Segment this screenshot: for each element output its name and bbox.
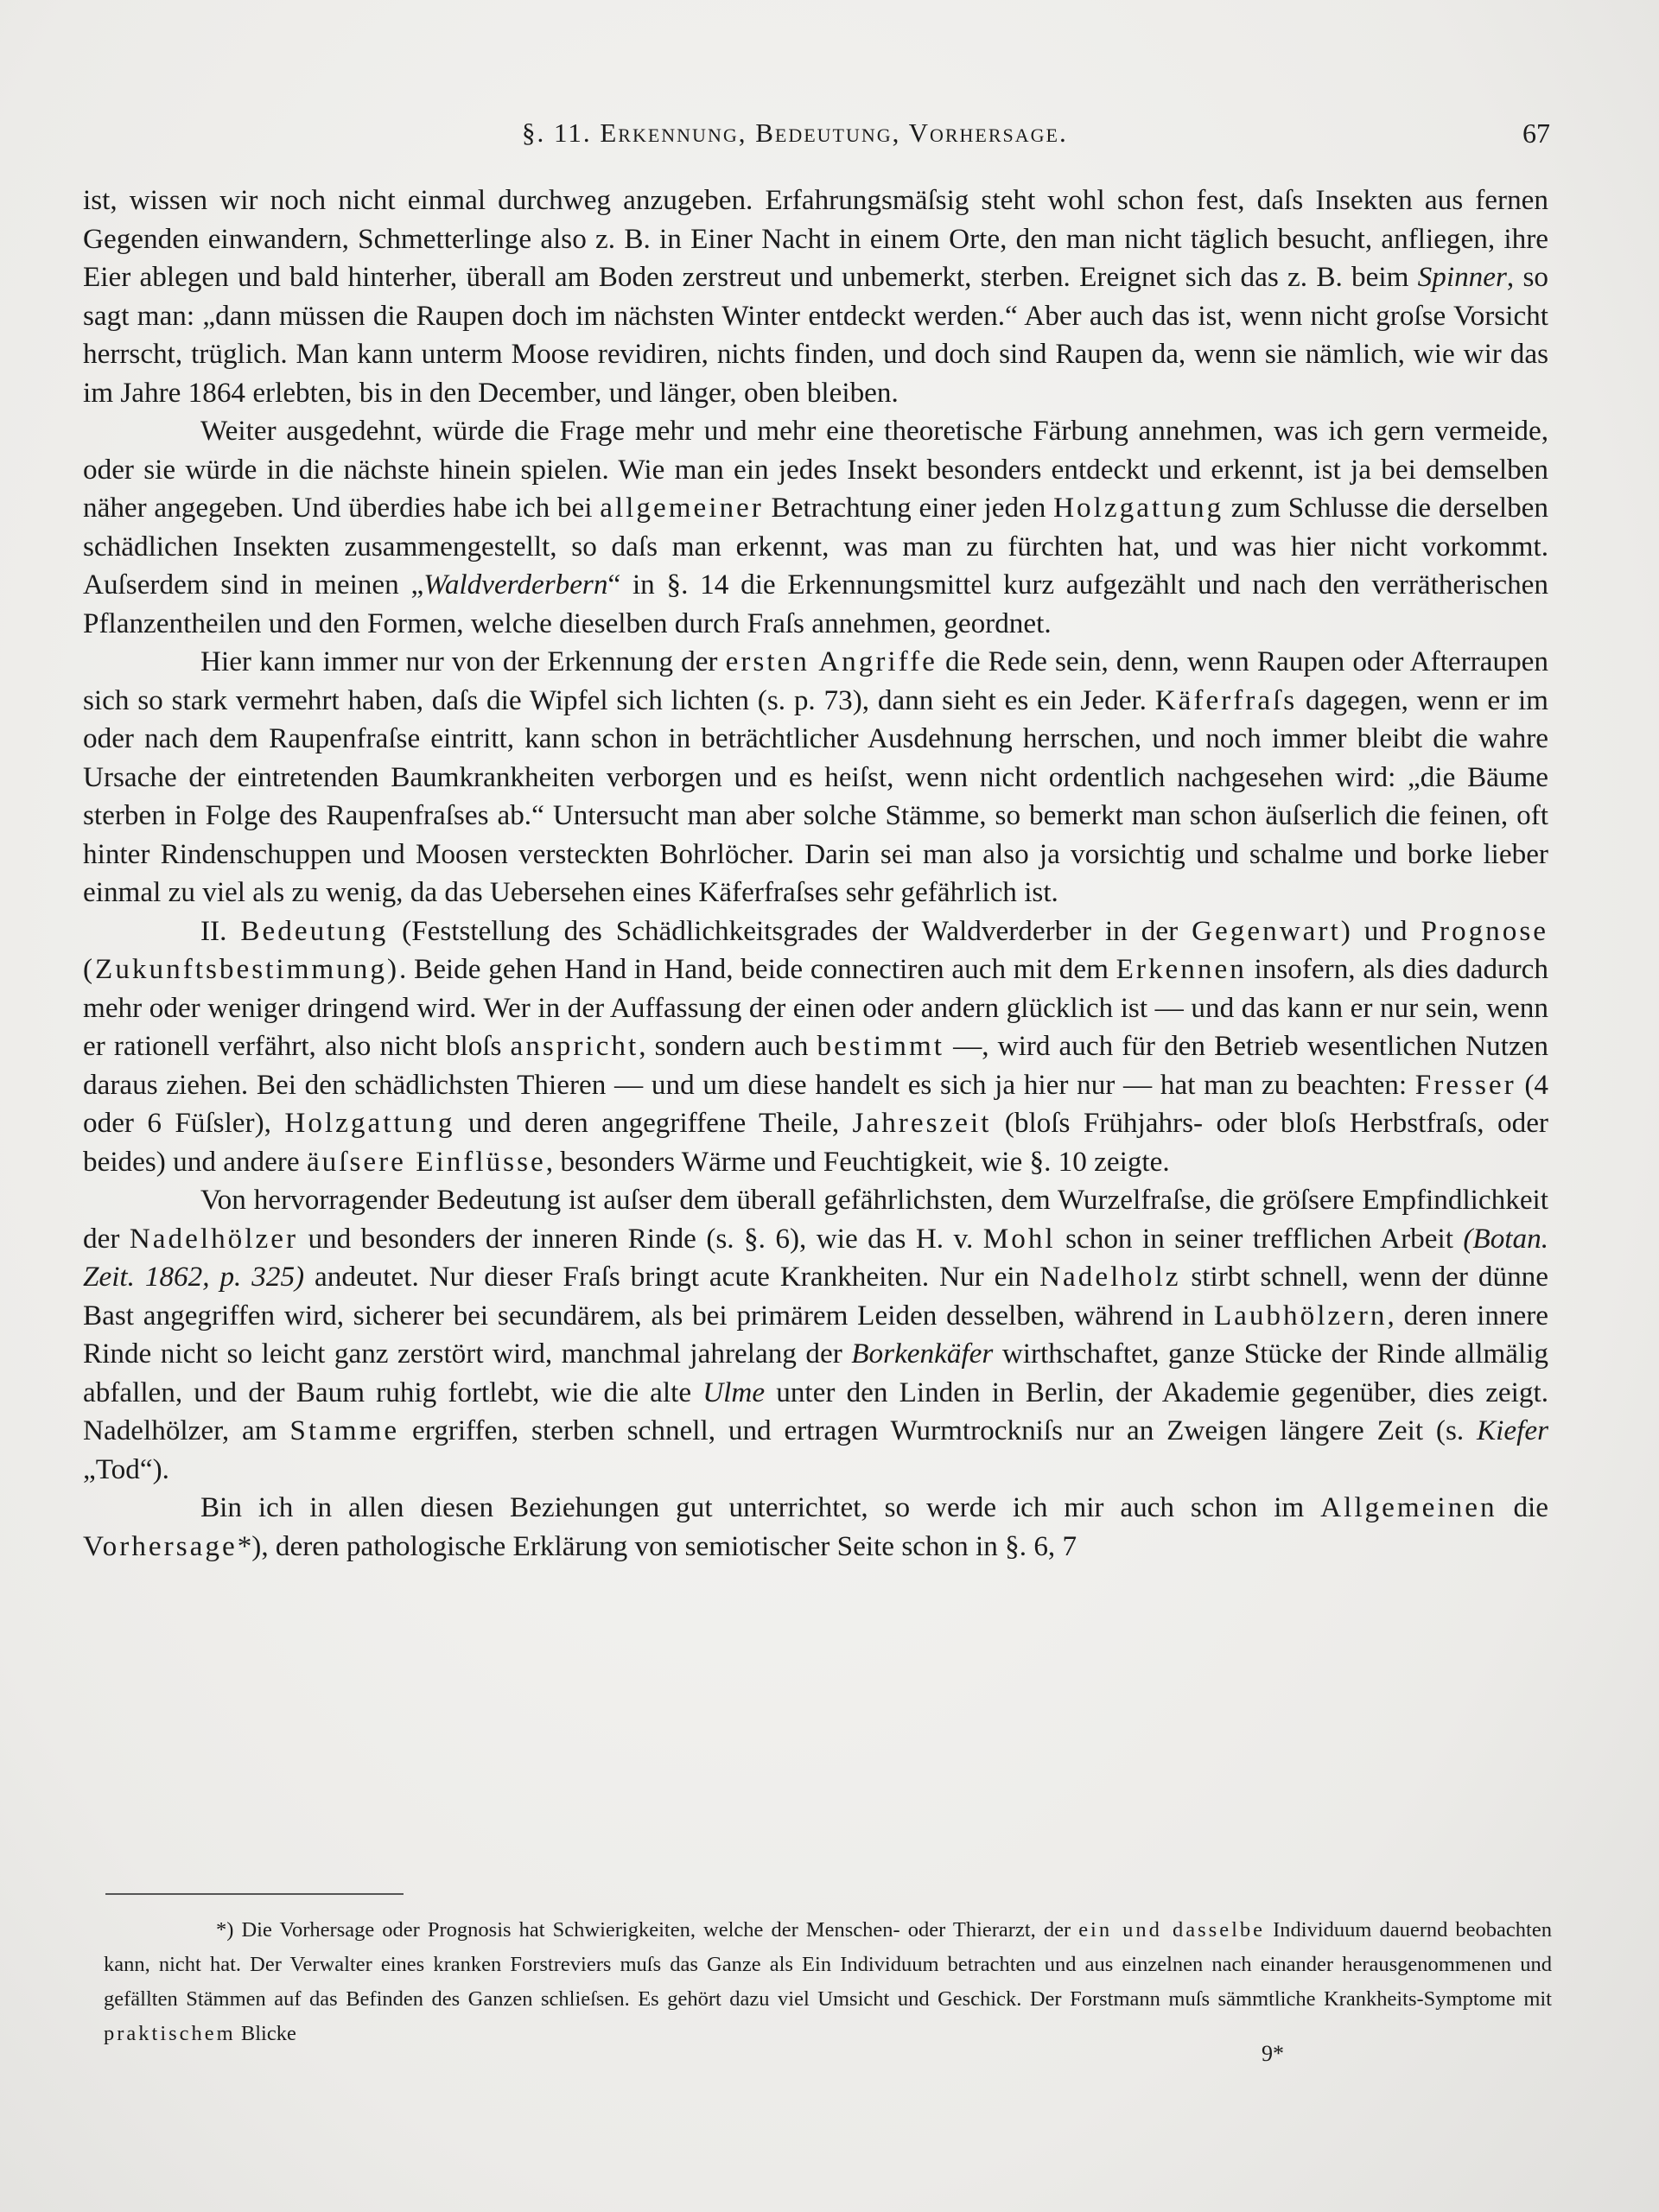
spaced-emphasis: Holzgattung: [284, 1107, 455, 1139]
spaced-emphasis: Jahreszeit: [852, 1107, 992, 1139]
spaced-emphasis: Fresser: [1414, 1068, 1516, 1101]
italic-text: Borkenkäfer: [851, 1338, 994, 1370]
paragraph: [83, 1489, 1548, 1566]
text-run: dagegen, wenn er im oder nach dem Raupenfraſse eintritt, kann schon in beträchtlicher Ausdehnung herrschen, und noch immer bleibt die wahre Ursache der eintretenden Baumkrankheiten verborgen und es heiſst, wenn nicht ordentlich nachgesehen wird: „die Bäume sterben in Folge des Raupenfraſses ab.“ Untersucht man aber solche Stämme, so bemerkt man schon äuſserlich die feinen, oft hinter Rindenschuppen und Moosen versteckten Bohrlöcher. Darin sei man also ja vorsichtig und schalme und borke lieber einmal zu viel als zu wenig, da das Uebersehen eines Käferfraſses sehr gefährlich ist.: [83, 683, 1548, 908]
paragraph: [83, 181, 1548, 412]
text-run: *) Die Vorhersage oder Prognosis hat Schwierigkeiten, welche der Menschen- oder Thierarzt, der: [216, 1918, 1079, 1942]
text-run: andeutet. Nur dieser Fraſs bringt acute Krankheiten. Nur ein: [304, 1261, 1040, 1293]
signature-mark: 9*: [1262, 2041, 1284, 2066]
italic-text: Ulme: [702, 1376, 766, 1408]
spaced-emphasis: Käferfraſs: [1154, 683, 1298, 716]
spaced-emphasis: Gegenwart: [1192, 914, 1341, 947]
italic-text: Kiefer: [1477, 1414, 1548, 1446]
text-run: und besonders der inneren Rinde (s. §. 6), wie das H. v.: [298, 1222, 983, 1255]
text-run: —, wird auch für den Betrieb wesentlichen Nutzen daraus ziehen. Bei den schädlichsten Thieren — und um diese handelt es sich ja hier nur — hat man zu beachten:: [83, 1030, 1548, 1101]
text-run: ist, wissen wir noch nicht einmal durchweg anzugeben. Erfahrungsmäſsig steht wohl schon fest, daſs Insekten aus fernen Gegenden einwandern, Schmetterlinge also z. B. in Einer Nacht in einem Orte, den man nicht täglich besucht, anfliegen, ihre Eier ablegen und bald hinterher, überall am Boden zerstreut und unbemerkt, sterben. Ereignet sich das z. B. beim: [83, 184, 1548, 293]
spaced-emphasis: Vorhersage: [83, 1529, 238, 1562]
text-run: „Tod“).: [83, 1452, 169, 1485]
text-run: (Feststellung des Schädlichkeitsgrades der Waldverderber in der: [388, 914, 1192, 947]
spaced-emphasis: Erkennen: [1116, 953, 1247, 985]
text-run: II.: [200, 914, 241, 947]
spaced-emphasis: praktischem: [104, 2022, 236, 2045]
spaced-emphasis: ersten Angriffe: [725, 645, 938, 677]
text-run: Blicke: [235, 2022, 296, 2045]
text-run: Betrachtung einer jeden: [763, 492, 1054, 524]
italic-text: Waldverderbern: [423, 569, 608, 601]
text-run: , so sagt man: „dann müssen die Raupen doch im nächsten Winter entdeckt werden.“ Aber auch das ist, wenn nicht groſse Vorsicht herrscht, trüglich. Man kann unterm Moose revidiren, nichts finden, und doch sind Raupen da, wenn sie nämlich, wie wir das im Jahre 1864 erlebten, bis in den December, und länger, oben bleiben.: [83, 261, 1548, 409]
text-run: Bin ich in allen diesen Beziehungen gut unterrichtet, so werde ich mir auch schon im: [200, 1491, 1321, 1523]
footnote-text: [104, 1913, 1552, 2051]
text-run: Individuum dauernd beobachten kann, nicht hat. Der Verwalter eines kranken Forstreviers muſs das Ganze als Ein Individuum betrachten und aus einzelnen nach einander herausgenommenen und gefällten Stämmen auf das Befinden des Ganzen schlieſsen. Es gehört dazu viel Umsicht und Geschick. Der Forstmann muſs sämmtliche Krankheits-Symptome mit: [104, 1918, 1552, 2011]
text-run: zum Schlusse die derselben schädlichen Insekten zusammengestellt, so daſs man erkennt, was man zu fürchten hat, und was hier nicht vorkommt. Auſserdem sind in meinen „: [83, 492, 1549, 601]
spaced-emphasis: Holzgattung: [1053, 492, 1224, 524]
text-run: , besonders Wärme und Feuchtigkeit, wie §. 10 zeigte.: [545, 1145, 1170, 1178]
text-run: unter den Linden in Berlin, der Akademie gegenüber, dies zeigt. Nadelhölzer, am: [83, 1376, 1548, 1446]
text-run: die: [1497, 1491, 1548, 1523]
paragraph: [83, 412, 1548, 643]
page-header: [90, 118, 1550, 159]
spaced-emphasis: Mohl: [982, 1222, 1056, 1255]
text-run: *), deren pathologische Erklärung von semiotischer Seite schon in §. 6, 7: [237, 1529, 1077, 1562]
text-run: , sondern auch: [639, 1030, 817, 1062]
text-run: wirthschaftet, ganze Stücke der Rinde allmälig abfallen, und der Baum ruhig fortlebt, wie die alte: [83, 1338, 1548, 1408]
text-run: “ in §. 14 die Erkennungsmittel kurz aufgezählt und nach den verrätherischen Pflanzentheilen und den Formen, welche dieselben durch Fraſs annehmen, geordnet.: [83, 569, 1548, 639]
spaced-emphasis: Stamme: [289, 1414, 400, 1446]
spaced-emphasis: Prognose (Zukunftsbestimmung): [83, 914, 1548, 985]
body-text: [83, 181, 1548, 1566]
text-run: . Beide gehen Hand in Hand, beide connectiren auch mit dem: [399, 953, 1116, 985]
text-run: Hier kann immer nur von der Erkennung der: [200, 645, 726, 677]
spaced-emphasis: ein und dasselbe: [1078, 1918, 1265, 1942]
text-run: , deren innere Rinde nicht so leicht ganz zerstört wird, manchmal jahrelang der: [83, 1299, 1548, 1370]
text-run: stirbt schnell, wenn der dünne Bast angegriffen wird, sicherer bei secundärem, als bei primärem Leiden desselben, während in: [83, 1261, 1548, 1332]
text-run: insofern, als dies dadurch mehr oder weniger dringend wird. Wer in der Auffassung der einen oder andern glücklich ist — und das kann er nur sein, wenn er rationell verfährt, also nicht bloſs: [83, 953, 1549, 1062]
text-run: die Rede sein, denn, wenn Raupen oder Afterraupen sich so stark vermehrt haben, daſs die Wipfel sich lichten (s. p. 73), dann sieht es ein Jeder.: [83, 645, 1548, 716]
spaced-emphasis: Allgemeinen: [1320, 1491, 1497, 1523]
text-run: ergriffen, sterben schnell, und ertragen Wurmtrockniſs nur an Zweigen längere Zeit (s.: [399, 1414, 1478, 1446]
paragraph: [83, 643, 1548, 912]
spaced-emphasis: äuſsere Einflüsse: [306, 1145, 546, 1178]
text-run: schon in seiner trefflichen Arbeit: [1055, 1222, 1464, 1255]
page-number: 67: [1522, 118, 1550, 149]
italic-text: Spinner: [1417, 261, 1507, 293]
paragraph: [83, 1181, 1548, 1489]
spaced-emphasis: bestimmt: [817, 1030, 944, 1062]
paragraph: [83, 912, 1548, 1182]
spaced-emphasis: Nadelhölzer: [129, 1222, 298, 1255]
text-run: und deren angegriffene Theile,: [454, 1107, 853, 1139]
footnote-rule: [105, 1893, 404, 1895]
text-run: ) und: [1340, 914, 1421, 947]
running-head: §. 11. Erkennung, Bedeutung, Vorhersage.: [522, 118, 1068, 148]
spaced-emphasis: allgemeiner: [600, 492, 764, 524]
spaced-emphasis: Bedeutung: [240, 914, 389, 947]
text-run: Von hervorragender Bedeutung ist auſser dem überall gefährlichsten, dem Wurzelfraſse, die gröſsere Empfindlichkeit der: [83, 1184, 1548, 1255]
footnote: [104, 1913, 1552, 2051]
text-run: (bloſs Frühjahrs- oder bloſs Herbstfraſs, oder beides) und andere: [83, 1107, 1548, 1178]
spaced-emphasis: Nadelholz: [1039, 1261, 1181, 1293]
text-run: (4 oder 6 Füſsler),: [83, 1068, 1548, 1139]
text-run: Weiter ausgedehnt, würde die Frage mehr und mehr eine theoretische Färbung annehmen, was ich gern vermeide, oder sie würde in die nächste hinein spielen. Wie man ein jedes Insekt besonders entdeckt und erkennt, ist ja bei demselben näher angegeben. Und überdies habe ich bei: [83, 415, 1548, 524]
italic-text: (Botan. Zeit. 1862, p. 325): [83, 1222, 1548, 1293]
spaced-emphasis: anspricht: [510, 1030, 639, 1062]
spaced-emphasis: Laubhölzern: [1213, 1299, 1388, 1332]
